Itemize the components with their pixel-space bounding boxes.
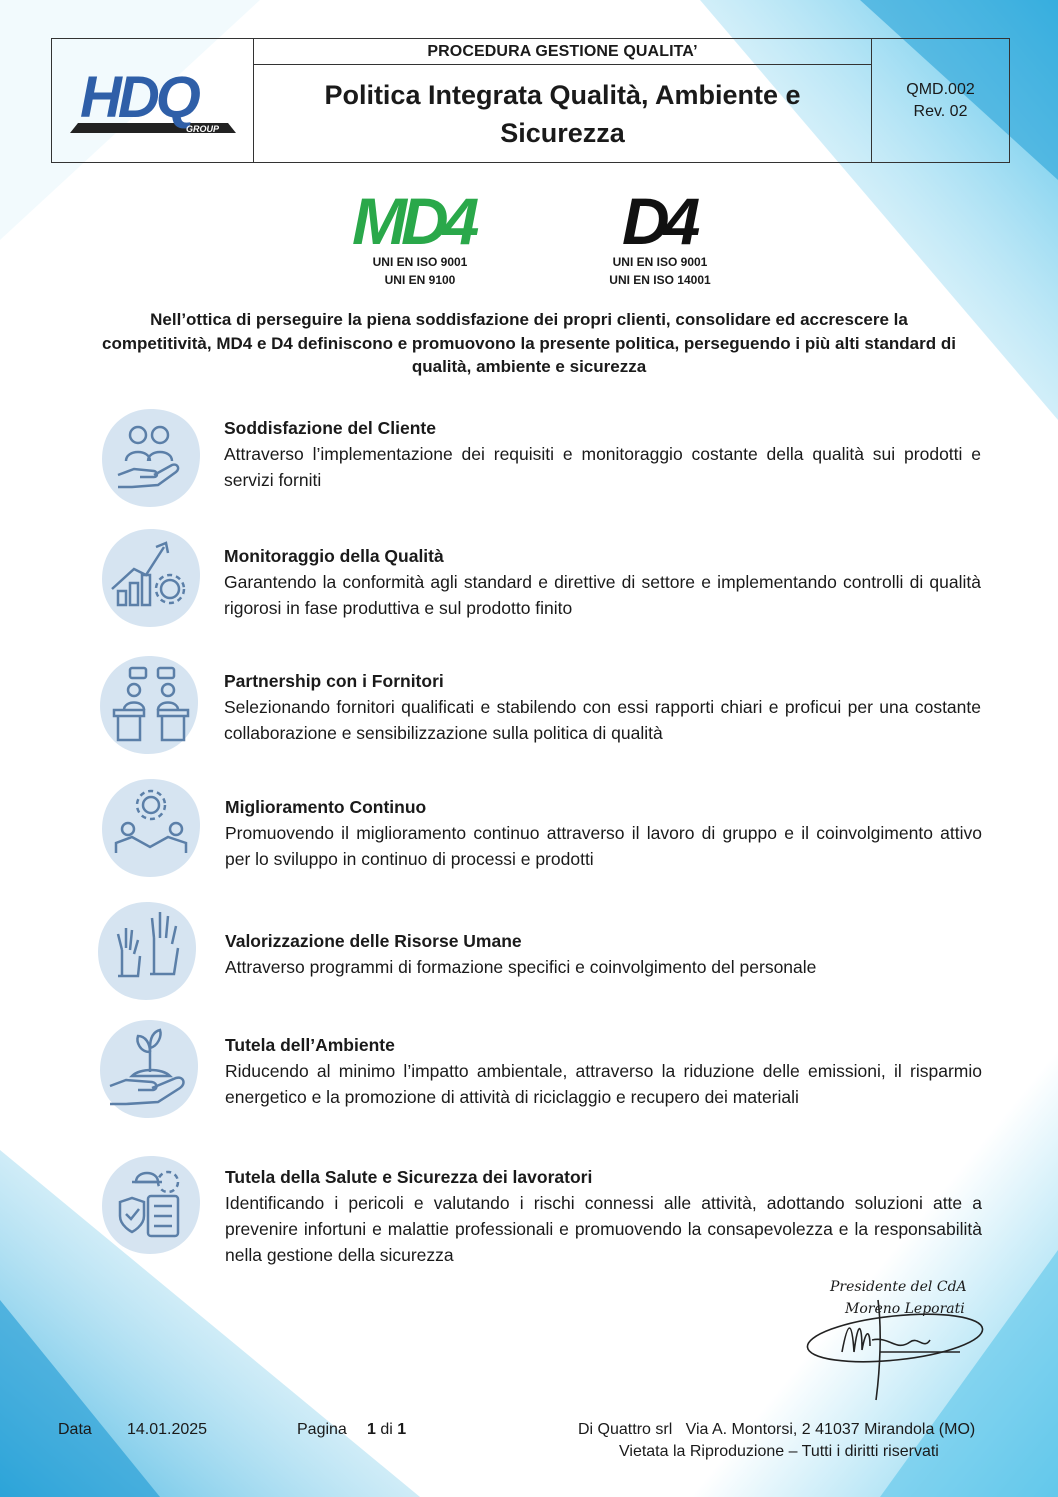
company-logo [52,39,254,162]
footer-company [578,1419,975,1441]
section-text: Selezionando fornitori qualificati e stabilendo con essi rapporti chiari e proficui per una costante collaborazione e sensibilizzazione sulla politica di qualità [224,697,981,743]
footer-page-number [367,1419,406,1441]
meeting-podiums-icon [96,652,202,758]
growth-chart-gear-icon [98,525,204,631]
footer-date-label: Data [58,1421,92,1438]
company-address: Via A. Montorsi, 2 41037 Mirandola (MO) [685,1421,976,1438]
procedure-label: PROCEDURA GESTIONE QUALITA’ [254,39,871,65]
intro-statement: Nell’ottica di perseguire la piena soddisfazione dei propri clienti, consolidare ed accrescere la competitività, MD4 e D4 definiscono e promuovono la presente politica, perseguendo i più alti standard di qualità, ambiente e sicurezza [102,310,956,376]
policy-section-suppliers [224,668,981,746]
footer-rights: Vietata la Riproduzione – Tutti i diritti riservati [619,1443,939,1460]
raised-hands-icon [94,898,200,1004]
md4-standard-1: UNI EN ISO 9001 [372,255,468,269]
md4-certification [340,186,500,289]
policy-section-human-resources [225,928,982,980]
section-title: Monitoraggio della Qualità [224,546,444,566]
page-total: 1 [397,1421,407,1438]
document-title: Politica Integrata Qualità, Ambiente e Sicurezza [324,79,801,148]
section-title: Valorizzazione delle Risorse Umane [225,931,522,951]
d4-certification [590,186,730,289]
svg-text:GROUP: GROUP [185,123,219,134]
document-header [51,38,1010,163]
d4-standard-2: UNI EN ISO 14001 [609,273,711,287]
svg-text:HDQ: HDQ [79,64,197,130]
section-text: Attraverso programmi di formazione specifici e coinvolgimento del personale [225,957,817,977]
section-title: Tutela della Salute e Sicurezza dei lavoratori [225,1167,593,1187]
section-title: Miglioramento Continuo [225,797,427,817]
safety-checklist-icon [98,1152,204,1258]
page-current: 1 [367,1421,376,1438]
footer-date-value: 14.01.2025 [127,1421,208,1438]
document-code [872,39,1009,162]
policy-section-customer [224,415,981,493]
signature-role: Presidente del CdA [830,1279,967,1295]
footer-page-label: Pagina [297,1421,347,1438]
revision-value: Rev. 02 [913,103,968,120]
page-separator: di [380,1421,393,1438]
section-text: Promuovendo il miglioramento continuo attraverso il lavoro di gruppo e il coinvolgimento attivo per lo sviluppo in continuo di processi e prodotti [225,823,982,869]
policy-section-environment [225,1032,982,1110]
md4-logo-icon [350,186,490,248]
plant-in-hand-icon [96,1016,202,1122]
hdq-logo-icon [68,61,238,141]
section-text: Riducendo al minimo l’impatto ambientale, attraverso la riduzione delle emissioni, il risparmio energetico e la promozione di attività di riciclaggio e recupero dei materiali [225,1061,982,1107]
section-text: Attraverso l’implementazione dei requisiti e monitoraggio costante della qualità sui prodotti e servizi forniti [224,444,981,490]
svg-text:MD4: MD4 [352,186,474,248]
section-title: Partnership con i Fornitori [224,671,444,691]
section-text: Identificando i pericoli e valutando i rischi connessi alle attività, adottando soluzioni atte a prevenire infortuni e malattie professionali e promuovendo la consapevolezza e la responsabilità nella gestione della sicurezza [225,1193,982,1265]
d4-logo-icon [620,186,700,248]
section-title: Tutela dell’Ambiente [225,1035,395,1055]
policy-section-safety [225,1164,982,1268]
teamwork-gear-icon [98,775,204,881]
d4-standard-1: UNI EN ISO 9001 [612,255,708,269]
signature-name: Moreno Leporati [845,1301,965,1317]
company-name: Di Quattro srl [578,1421,673,1438]
handwritten-signature-icon [800,1280,990,1410]
section-text: Garantendo la conformità agli standard e direttive di settore e implementando controlli di qualità rigorosi in fase produttiva e sul prodotto finito [224,572,981,618]
md4-standard-2: UNI EN 9100 [384,273,456,287]
code-value: QMD.002 [906,81,975,98]
section-title: Soddisfazione del Cliente [224,418,436,438]
policy-section-improvement [225,794,982,872]
svg-text:D4: D4 [622,186,695,248]
customer-care-icon [98,405,204,511]
policy-section-quality [224,543,981,621]
